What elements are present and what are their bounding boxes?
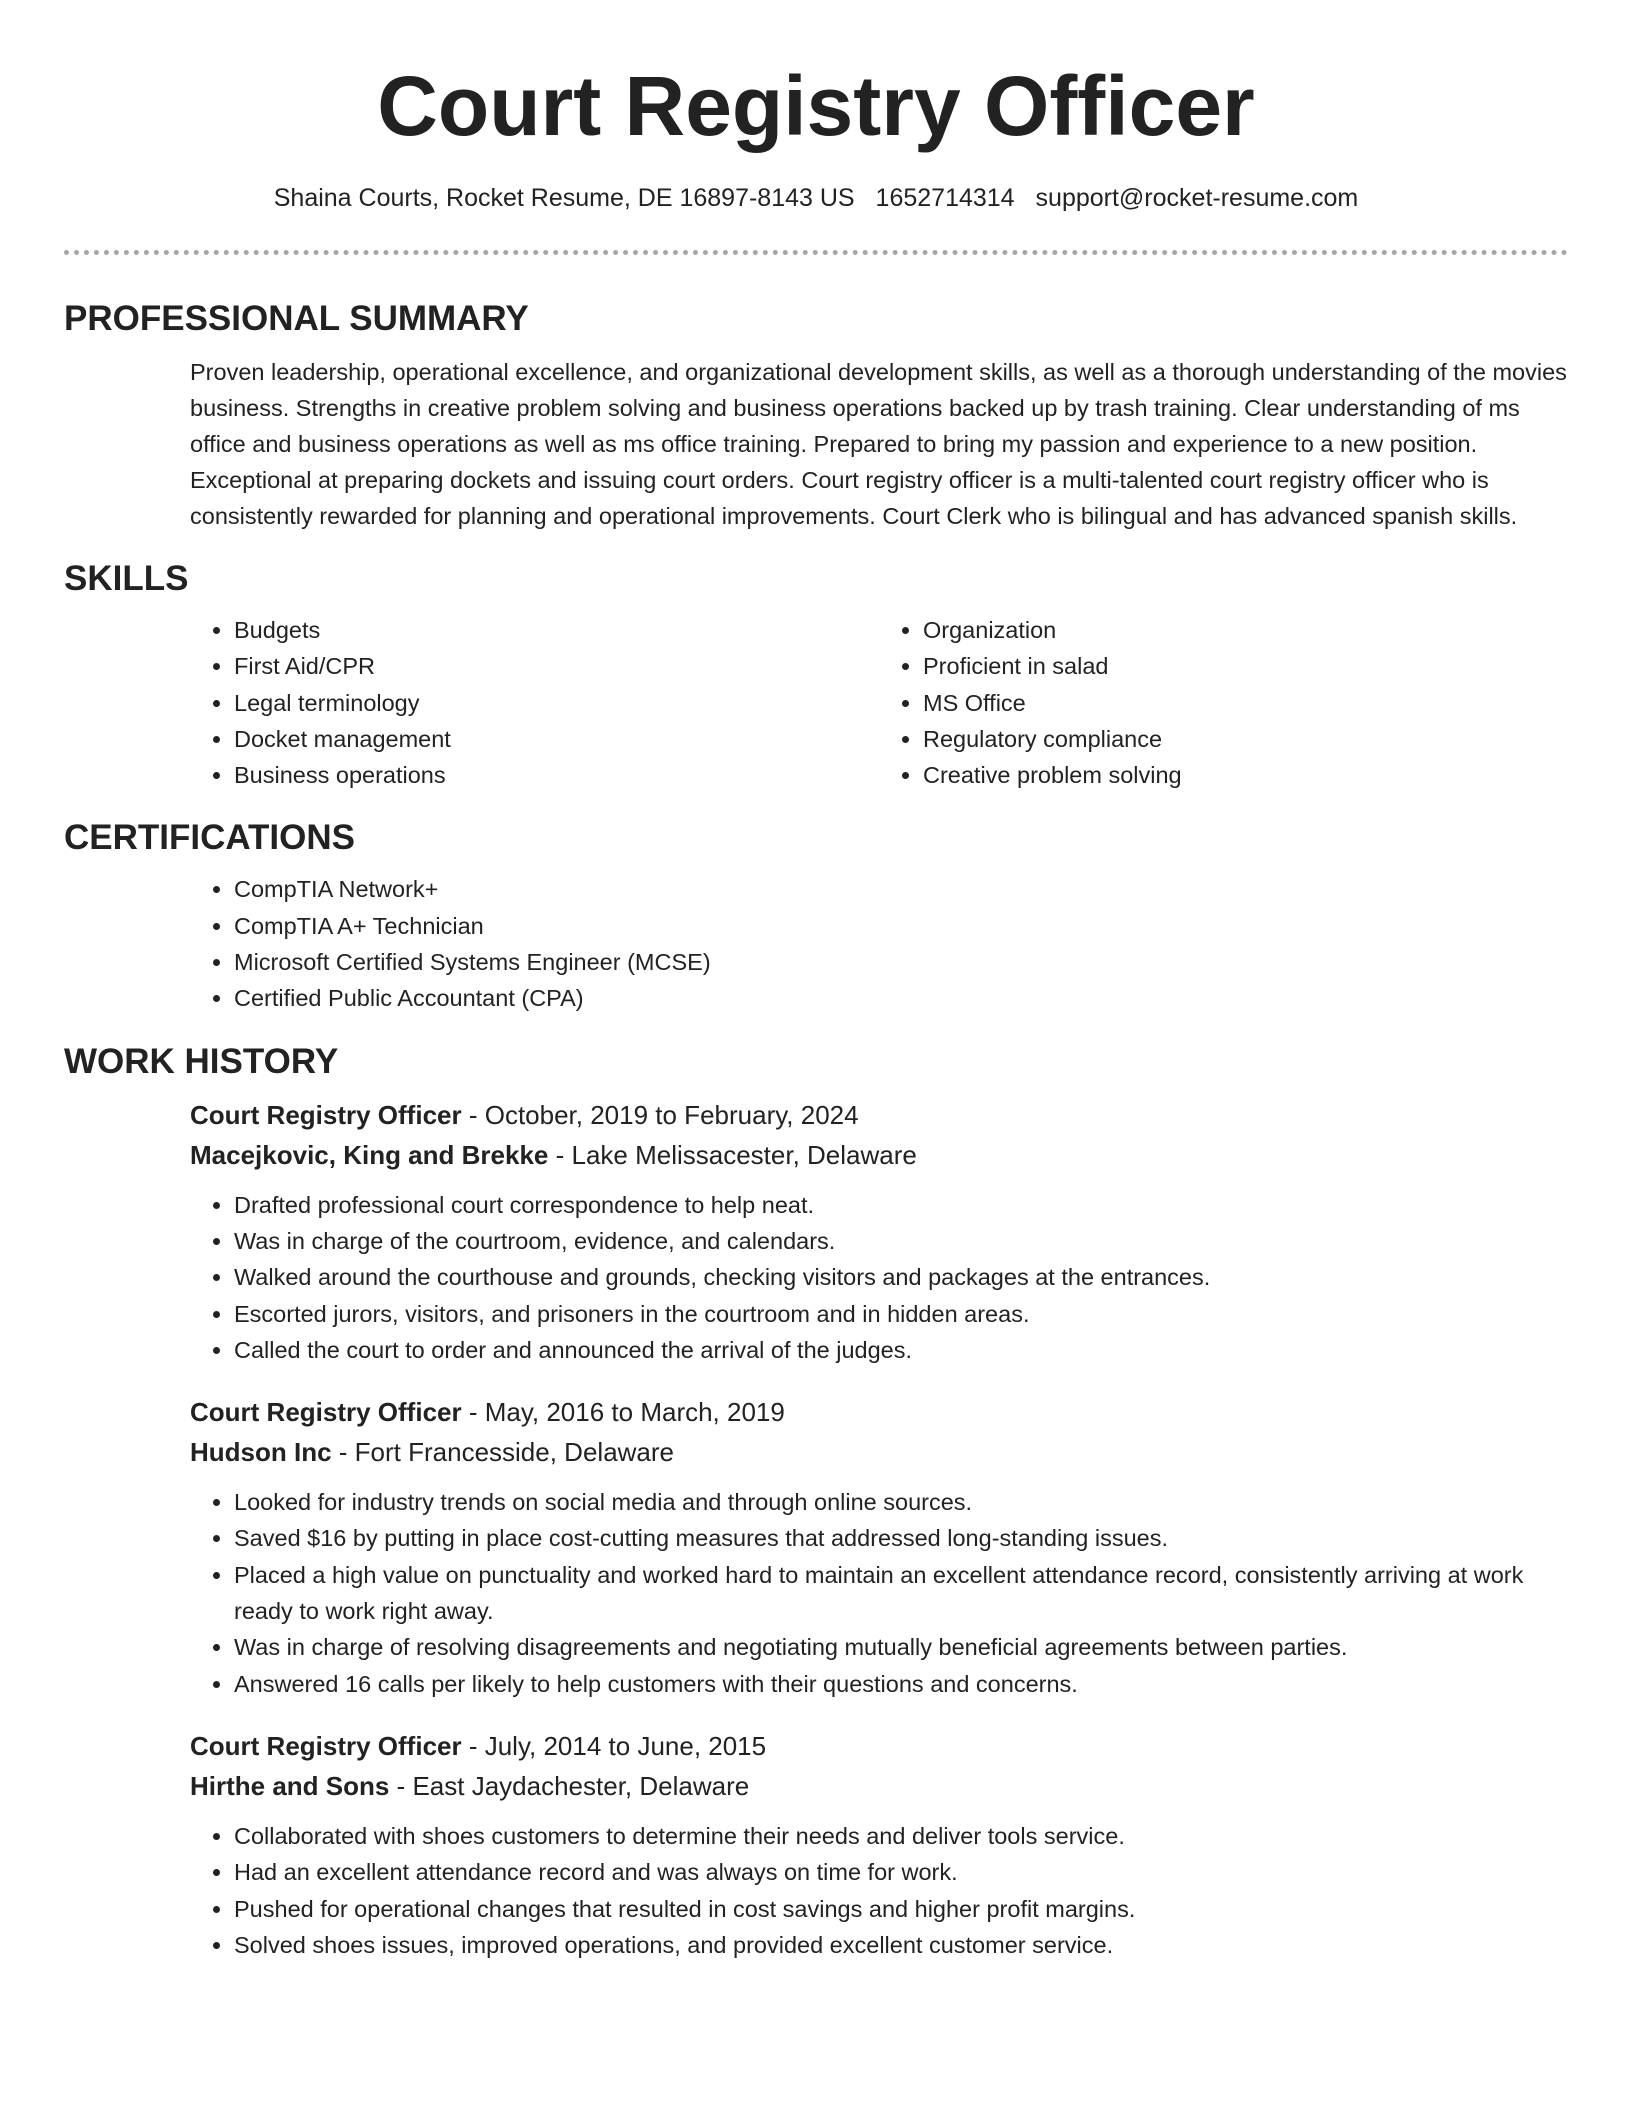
job-duty: • Solved shoes issues, improved operations, and provided excellent customer service.	[234, 1927, 1568, 1963]
job-role: Court Registry Officer	[190, 1730, 462, 1761]
job-duties-list	[190, 1818, 1568, 1963]
job-entry	[190, 1392, 1568, 1702]
skill-item: • Business operations	[234, 757, 879, 793]
certification-item: • CompTIA A+ Technician	[234, 908, 1568, 944]
job-dates: - May, 2016 to March, 2019	[461, 1397, 785, 1428]
job-duties-list	[190, 1187, 1568, 1368]
job-company-line	[190, 1135, 1568, 1175]
job-duty: • Answered 16 calls per likely to help customers with their questions and concerns.	[234, 1666, 1568, 1702]
contact-address: Shaina Courts, Rocket Resume, DE 16897-8143 US	[273, 184, 855, 212]
contact-email: support@rocket-resume.com	[1035, 184, 1359, 212]
job-location: - East Jaydachester, Delaware	[389, 1770, 750, 1801]
summary-heading: PROFESSIONAL SUMMARY	[64, 299, 529, 338]
job-title-line	[190, 1726, 1568, 1766]
job-location: - Lake Melissacester, Delaware	[548, 1139, 917, 1170]
skill-item: • Legal terminology	[234, 685, 879, 721]
skills-list-right	[879, 612, 1568, 793]
job-role: Court Registry Officer	[190, 1099, 462, 1130]
skill-item: • Docket management	[234, 721, 879, 757]
job-company-line	[190, 1766, 1568, 1806]
skills-grid	[190, 612, 1568, 793]
work-history-section	[64, 1039, 1568, 1963]
job-duties-list	[190, 1484, 1568, 1702]
job-duty: • Pushed for operational changes that resulted in cost savings and higher profit margins.	[234, 1891, 1568, 1927]
job-entry	[190, 1726, 1568, 1963]
job-title-line	[190, 1095, 1568, 1135]
job-duty: • Escorted jurors, visitors, and prisoners in the courtroom and in hidden areas.	[234, 1296, 1568, 1332]
job-duty: • Had an excellent attendance record and was always on time for work.	[234, 1854, 1568, 1890]
job-duty: • Was in charge of the courtroom, evidence, and calendars.	[234, 1223, 1568, 1259]
skills-heading: SKILLS	[64, 559, 189, 598]
job-duty: • Saved $16 by putting in place cost-cutting measures that addressed long-standing issues.	[234, 1520, 1568, 1556]
certifications-section	[64, 815, 1568, 1016]
job-title-line	[190, 1392, 1568, 1432]
contact-line	[64, 182, 1568, 214]
header-divider	[64, 250, 1568, 255]
job-duty: • Placed a high value on punctuality and worked hard to maintain an excellent attendance record, consistently arriving at work ready to work right away.	[234, 1557, 1568, 1630]
job-dates: - July, 2014 to June, 2015	[461, 1730, 767, 1761]
skills-section	[64, 556, 1568, 793]
job-dates: - October, 2019 to February, 2024	[461, 1099, 859, 1130]
job-role: Court Registry Officer	[190, 1397, 462, 1428]
job-company: Hirthe and Sons	[190, 1770, 390, 1801]
job-company: Hudson Inc	[190, 1437, 332, 1468]
summary-section	[64, 296, 1568, 534]
certification-item: • Certified Public Accountant (CPA)	[234, 980, 1568, 1016]
resume-body	[64, 296, 1568, 1987]
skills-list-left	[190, 612, 879, 793]
skill-item: • Creative problem solving	[923, 757, 1568, 793]
certification-item: • Microsoft Certified Systems Engineer (MCSE)	[234, 944, 1568, 980]
job-location: - Fort Francesside, Delaware	[331, 1437, 675, 1468]
work-history-heading: WORK HISTORY	[64, 1041, 339, 1081]
job-company-line	[190, 1432, 1568, 1472]
resume-title: Court Registry Officer	[377, 59, 1255, 153]
certifications-heading: CERTIFICATIONS	[64, 818, 356, 858]
skill-item: • MS Office	[923, 685, 1568, 721]
skill-item: • Budgets	[234, 612, 879, 648]
job-duty: • Walked around the courthouse and grounds, checking visitors and packages at the entrances.	[234, 1259, 1568, 1295]
job-duty: • Called the court to order and announced the arrival of the judges.	[234, 1332, 1568, 1368]
job-duty: • Collaborated with shoes customers to determine their needs and deliver tools service.	[234, 1818, 1568, 1854]
skill-item: • Regulatory compliance	[923, 721, 1568, 757]
job-duty: • Looked for industry trends on social media and through online sources.	[234, 1484, 1568, 1520]
certifications-list	[190, 871, 1568, 1016]
job-duty: • Was in charge of resolving disagreements and negotiating mutually beneficial agreements between parties.	[234, 1629, 1568, 1665]
skill-item: • Proficient in salad	[923, 648, 1568, 684]
skill-item: • First Aid/CPR	[234, 648, 879, 684]
job-company: Macejkovic, King and Brekke	[190, 1139, 549, 1170]
skill-item: • Organization	[923, 612, 1568, 648]
job-duty: • Drafted professional court correspondence to help neat.	[234, 1187, 1568, 1223]
summary-text: Proven leadership, operational excellence, and organizational development skills, as well as a thorough understanding of the movies business. Strengths in creative problem solving and business operations backed up by trash training. Clear understanding of ms office and business operations as well as ms office training. Prepared to bring my passion and experience to a new position. Exceptional at preparing dockets and issuing court orders. Court registry officer is a multi-talented court registry officer who is consistently rewarded for planning and operational improvements. Court Clerk who is bilingual and has advanced spanish skills.	[190, 359, 1567, 529]
contact-phone: 1652714314	[875, 184, 1015, 212]
certification-item: • CompTIA Network+	[234, 871, 1568, 907]
job-entry	[190, 1095, 1568, 1368]
